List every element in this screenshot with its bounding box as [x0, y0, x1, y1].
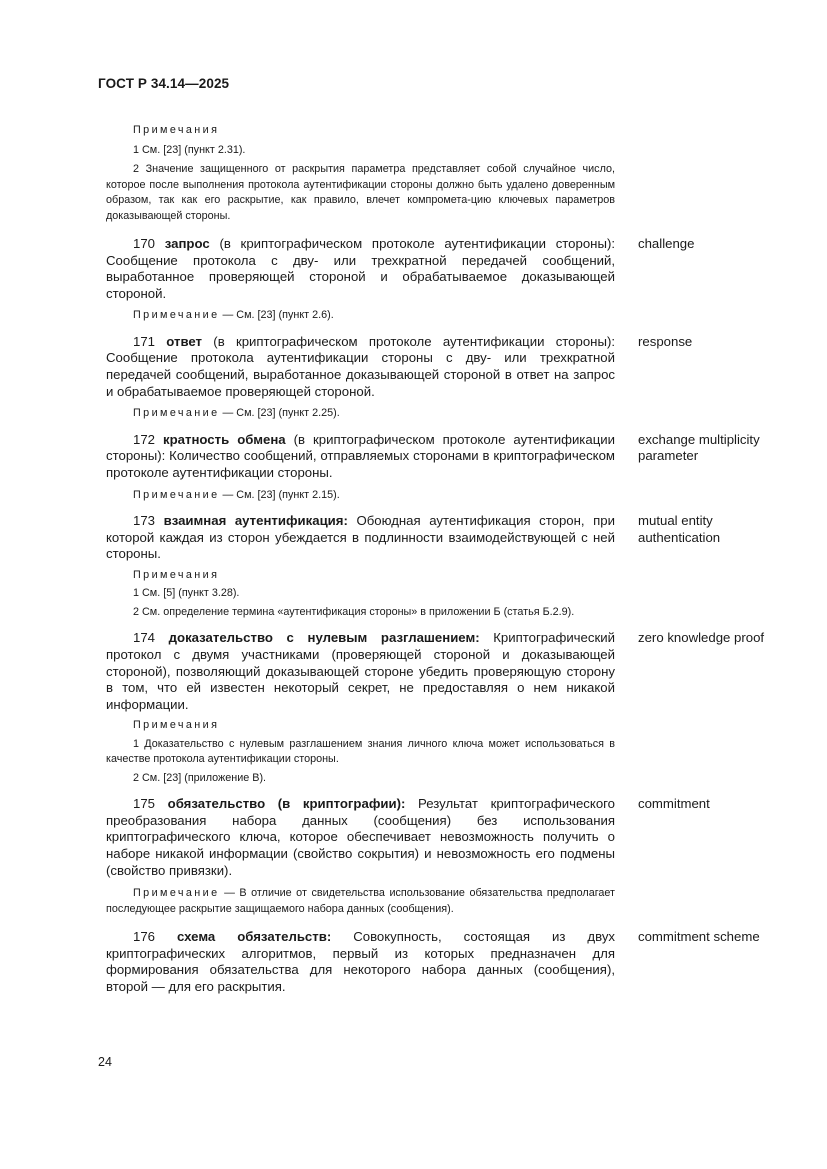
term-english: commitment scheme [638, 929, 760, 945]
term-entry [106, 796, 778, 879]
document-id-header: ГОСТ Р 34.14—2025 [98, 76, 230, 91]
term-english: commitment [638, 796, 710, 812]
term-entry [106, 236, 778, 302]
notes-heading: Примечания [133, 568, 220, 581]
term-title: запрос [164, 236, 210, 251]
term-note: Примечание — См. [23] (пункт 2.6). [133, 309, 334, 322]
term-title: кратность обмена [163, 431, 286, 447]
notes-heading: Примечания [133, 124, 220, 136]
term-english: response [638, 333, 693, 349]
term-definition: 173 взаимная аутентификация: Обоюдная аутентификация сторон, при которой каждая из сторон убеждается в подлинности взаимодействующей с ней стороны. [106, 513, 615, 562]
term-english: zero knowledge proof [638, 630, 765, 646]
note-item: 2 См. определение термина «аутентификация стороны» в приложении Б (статья Б.2.9). [133, 605, 575, 618]
term-entry [106, 432, 778, 482]
term-note: Примечание — См. [23] (пункт 2.25). [133, 407, 340, 420]
note-item: 1 См. [5] (пункт 3.28). [133, 587, 240, 600]
term-entry [106, 513, 778, 563]
term-title: обязательство (в криптографии): [167, 796, 406, 812]
note-item: 2 Значение защищенного от раскрытия параметра представляет собой случайное число, которое после выполнения протокола аутентификации стороны должно быть удалено доверенным образом, так как его раскрытие, как правило, влечет компромета-цию ключевых параметров доказывающей стороны. [106, 163, 615, 222]
term-title: схема обязательств: [177, 929, 332, 945]
term-definition: 174 доказательство с нулевым разглашением: Криптографический протокол с двумя участниками (проверяющей стороной и доказывающей стороной), позволяющий доказывающей стороне убедить проверяющую сторону в том, что ей известен некоторый секрет, не предоставляя о нем никакой информации. [106, 630, 615, 712]
term-entry [106, 334, 778, 400]
term-note: Примечание — См. [23] (пункт 2.15). [133, 488, 340, 501]
term-entry [106, 929, 778, 995]
term-title: взаимная аутентификация: [163, 513, 348, 529]
page-number: 24 [98, 1055, 112, 1069]
term-note: Примечание — В отличие от свидетельства использование обязательства предполагает последующее раскрытие защищаемого набора данных (сообщения). [106, 887, 616, 915]
term-entry [106, 630, 778, 713]
term-definition: 171 ответ (в криптографическом протоколе аутентификации стороны): Сообщение протокола аутентификации стороны с дву- или трехкратной передачей сообщений, выработанное доказывающей стороной в ответ на запрос и обрабатываемое проверяющей стороной. [106, 333, 615, 399]
term-english: challenge [638, 236, 695, 251]
note-item: 2 См. [23] (приложение В). [133, 771, 267, 784]
term-definition: 175 обязательство (в криптографии): Результат криптографического преобразования набора данных (сообщения) без использования криптографического ключа, которое обеспечивает невозможность получить о наборе никакой информации (свойство сокрытия) и невозможность его подмены (свойство привязки). [106, 796, 616, 878]
term-english: exchange multiplicity parameter [638, 431, 760, 464]
term-title: ответ [166, 333, 203, 349]
notes-heading: Примечания [133, 719, 220, 732]
term-english: mutual entity authentication [638, 513, 721, 545]
page-content [106, 120, 778, 996]
term-definition: 172 кратность обмена (в криптографическом протоколе аутентификации стороны): Количество сообщений, отправляемых сторонами в криптографическом протоколе аутентификации стороны. [106, 431, 615, 480]
note-item: 1 Доказательство с нулевым разглашением знания личного ключа может использоваться в качестве протокола аутентификации стороны. [106, 737, 615, 766]
term-definition: 170 запрос (в криптографическом протоколе аутентификации стороны): Сообщение протокола с дву- или трехкратной передачей сообщений, выработанное проверяющей стороной и обрабатываемое доказывающей стороной. [106, 236, 616, 301]
note-item: 1 См. [23] (пункт 2.31). [133, 143, 246, 156]
term-title: доказательство с нулевым разглашением: [168, 630, 480, 646]
term-definition: 176 схема обязательств: Совокупность, состоящая из двух криптографических алгоритмов, первый из которых предназначен для формирования обязательства для некоторого набора данных (сообщения), второй — для его раскрытия. [106, 929, 616, 995]
